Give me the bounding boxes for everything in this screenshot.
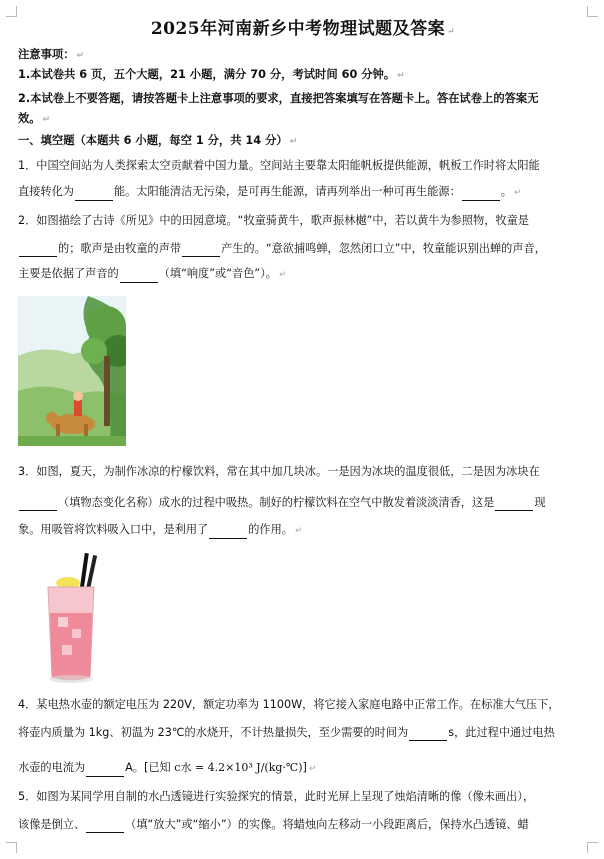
answer-blank [409, 728, 447, 741]
answer-blank [19, 498, 57, 511]
answer-blank [209, 526, 247, 539]
pastoral-illustration [18, 296, 126, 446]
question-1-line-1: 1．中国空间站为人类探索太空贡献着中国力量。空间站主要靠太阳能帆板提供能源，帆板工作时将太阳能 [18, 159, 540, 172]
crop-mark-top-left [6, 6, 17, 17]
question-3-line-1: 3．如图，夏天，为制作冰凉的柠檬饮料，常在其中加几块冰。一是因为冰块的温度很低，二是因为冰块在 [18, 465, 540, 478]
specific-heat-formula: c水 = 4.2×10³ J/(kg·℃) [174, 761, 303, 774]
crop-mark-bottom-right [587, 842, 598, 853]
notice-item-2-cont: 效。 ↵ [18, 112, 51, 125]
answer-blank [495, 498, 533, 511]
question-5-line-1: 5．如图为某同学用自制的水凸透镜进行实验探究的情景，此时光屏上呈现了烛焰清晰的像（像未画出）， [18, 790, 535, 803]
question-4-line-1: 4．某电热水壶的额定电压为 220V，额定功率为 1100W，将它接入家庭电路中正常工作。在标准大气压下， [18, 698, 560, 711]
question-3-line-3: 象。用吸管将饮料吸入口中，是利用了 的作用。 ↵ [18, 522, 588, 539]
answer-blank [86, 820, 124, 833]
page-title: 2025年河南新乡中考物理试题及答案 ↵ [150, 19, 456, 39]
crop-mark-bottom-left [6, 842, 17, 853]
question-2-line-2: 的；歌声是由牧童的声带 产生的。“意欲捕鸣蝉，忽然闭口立”中，牧童能识别出蝉的声音， [18, 241, 588, 257]
question-4-line-2: 将壶内质量为 1kg、初温为 23℃的水烧开，不计热量损失，至少需要的时间为 s，此过程中通过电热 [18, 726, 555, 739]
question-2-line-3: 主要是依据了声音的 （填“响度”或“音色”）。 ↵ [18, 266, 588, 283]
notice-heading: 注意事项： ↵ [18, 48, 85, 61]
question-3-line-2: （填物态变化名称）成水的过程中吸热。制好的柠檬饮料在空气中散发着淡淡清香，这是 现 [18, 495, 588, 511]
answer-blank [182, 244, 220, 257]
answer-blank [75, 188, 113, 201]
question-1-line-2: 直接转化为 能。太阳能清洁无污染，是可再生能源，请再列举出一种可再生能源： 。 ↵ [18, 184, 588, 201]
answer-blank [86, 764, 124, 777]
question-4-line-3: 水壶的电流为 A。[已知 c水 = 4.2×10³ J/(kg·℃)] ↵ [18, 760, 588, 777]
lemonade-glass-illustration [36, 553, 106, 687]
notice-item-1: 1.本试卷共 6 页，五个大题，21 小题，满分 70 分，考试时间 60 分钟。 ↵ [18, 68, 405, 81]
notice-item-2: 2.本试卷上不要答题，请按答题卡上注意事项的要求，直接把答案填写在答题卡上。答在试卷上的答案无 [18, 92, 539, 105]
answer-blank [19, 244, 57, 257]
question-2-line-1: 2．如图描绘了古诗《所见》中的田园意境。“牧童骑黄牛，歌声振林樾”中，若以黄牛为参照物，牧童是 [18, 214, 529, 227]
crop-mark-top-right [587, 6, 598, 17]
answer-blank [120, 270, 158, 283]
section-heading-fill-blank: 一、填空题（本题共 6 小题，每空 1 分，共 14 分） ↵ [18, 134, 298, 147]
question-5-line-2: 该像是倒立、 （填“放大”或“缩小”）的实像。将蜡烛向左移动一小段距离后，保持水凸透镜、蜡 [18, 818, 529, 831]
answer-blank [462, 188, 500, 201]
